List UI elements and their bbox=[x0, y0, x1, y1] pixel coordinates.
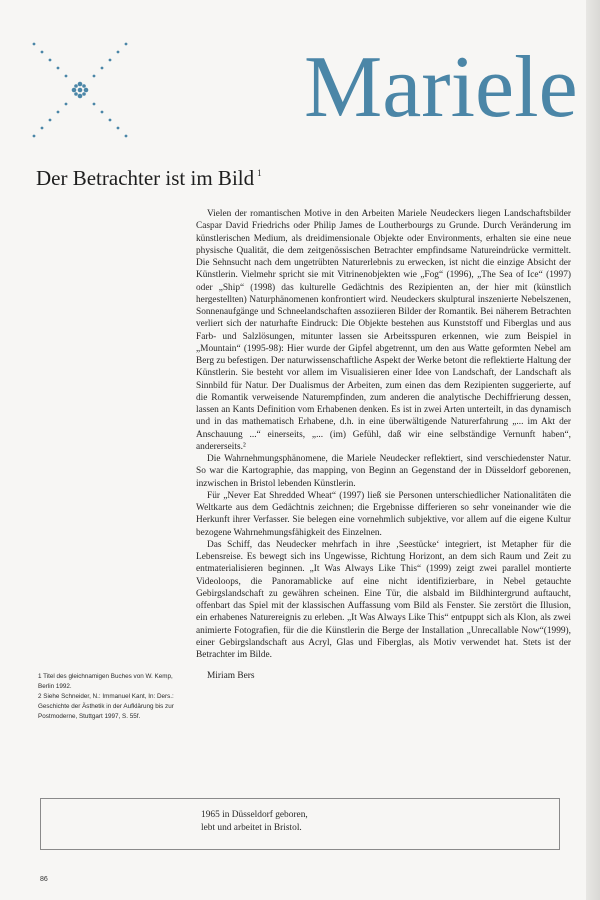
essay-heading bbox=[36, 166, 262, 191]
biography-text bbox=[201, 809, 308, 835]
dotted-x-icon bbox=[30, 40, 130, 140]
footnotes bbox=[38, 672, 190, 722]
essay-paragraph: Für „Never Eat Shredded Wheat“ (1997) ließ sie Personen unterschiedlicher Nationalitäten die Weltkarte aus dem Gedächtnis zeichnen; die Ergebnisse differieren so sehr voneinander wie die Herkunft ihrer Verfasser. Sie belegen eine vornehmlich subjektive, vor allem auf die eigene Kultur bezogene Wahrnehmungsfähigkeit des Einzelnen. bbox=[196, 490, 571, 538]
author-signature: Miriam Bers bbox=[207, 671, 255, 682]
essay-paragraph: Die Wahrnehmungsphänomene, die Mariele Neudecker reflektiert, sind verschiedenster Natur. So war die Kartographie, das mapping, von Beginn an Gegenstand der in Düsseldorf geborenen, inzwischen in Bristol lebenden Künstlerin. bbox=[196, 454, 571, 489]
bio-line: 1965 in Düsseldorf geboren, bbox=[201, 810, 308, 820]
footnote-1: 1 Titel des gleichnamigen Buches von W. Kemp, Berlin 1992. bbox=[38, 673, 173, 690]
artist-name-title: Mariele bbox=[304, 39, 578, 136]
essay-title: Der Betrachter ist im Bild bbox=[36, 166, 255, 190]
bio-line: lebt und arbeitet in Bristol. bbox=[201, 823, 302, 833]
footnote-marker: 1 bbox=[257, 168, 262, 178]
biography-box bbox=[40, 798, 560, 850]
essay-body bbox=[196, 208, 571, 683]
essay-paragraph: Das Schiff, das Neudecker mehrfach in ihre ‚Seestücke‘ integriert, ist Metapher für die Lebensreise. Es bewegt sich ins Ungewisse, Richtung Horizont, an dem sich Raum und Zeit zu entmaterialisieren beginnen. „It Was Always Like This“ (1999) zeigt zwei parallel montierte Videoloops, die Panoramablicke auf eine nicht identifizierbare, in Nebel getauchte Gebirgslandschaft zu gewähren scheinen. Eine Tür, die alsbald im Bildhintergrund auftaucht, offenbart das Spiel mit der klassischen Auffassung vom Bild als Fenster. Sie zerstört die Illusion, ein erhabenes Naturereignis zu erleben. „It Was Always Like This“ entpuppt sich als Klon, als zwei animierte Fotografien, für die die Künstlerin die Berge der Installation „Unrecallable Now“(1999), einer Gebirgslandschaft aus Acryl, Glas und Fiberglas, als Motiv verwendet hat. Stets ist der Betrachter im Bilde. bbox=[196, 539, 571, 660]
essay-paragraph: Vielen der romantischen Motive in den Arbeiten Mariele Neudeckers liegen Landschaftsbilder Caspar David Friedrichs oder Philip James de Loutherbourgs zu Grunde. Durch Veränderung im künstlerischen Medium, als dreidimensionale Objekte oder Environments, erhalten sie eine neue physische Qualität, die dem zeitgenössischen Betrachter empfindsame Natureindrücke vermittelt. Die Sehnsucht nach dem ungetrübten Naturerlebnis zu erwecken, ist nicht die einzige Absicht der Künstlerin. Vielmehr spricht sie mit Vitrinenobjekten wie „Fog“ (1996), „The Sea of Ice“ (1997) oder „Ship“ (1998) das kulturelle Gedächtnis des Rezipienten an, der hier mit (künstlich hergestellten) Naturphänomenen konfrontiert wird. Neudeckers skulptural inszenierte Nebelszenen, Sonnenaufgänge und Schneelandschaften assoziieren Bilder der Romantik. Bei näherem Betrachten verliert sich der naturhafte Eindruck: Die Objekte bestehen aus Kunststoff und Fiberglas und aus Farb- und Salzlösungen, mitunter lassen sie Arbeitsspuren erkennen, wie zum Beispiel in „Mountain“ (1995-98): Hier wurde der Gipfel abgetrennt, um den aus Watte geformten Nebel am Berg zu befestigen. Der naturwissenschaftliche Aspekt der Werke betont die reflektierte Haltung der Künstlerin. Sie besteht vor allem im Visualisieren einer Idee von Landschaft, der Landschaft als Sinnbild für Natur. Der Dualismus der Arbeiten, zum einen das dem Rezipienten suggerierte, auf die Romantik verweisende Naturempfinden, zum anderen die analytische Dechiffrierung dessen, lassen an Kants Definition vom Erhabenen denken. Es ist in zwei Arten unterteilt, in das dynamisch und in das mathematisch Erhabene, d.h. in eine überwältigende Naturerfahrung „... im Akt der Anschauung ...“ einerseits, „... (im) Gefühl, daß wir eine selbständige Vernunft haben“, andererseits.² bbox=[196, 209, 571, 452]
page-number: 86 bbox=[40, 876, 48, 883]
footnote-2: 2 Siehe Schneider, N.: Immanuel Kant, In: Ders.: Geschichte der Ästhetik in der Aufklärung bis zur Postmoderne, Stuttgart 1997, S. 55f. bbox=[38, 693, 174, 720]
